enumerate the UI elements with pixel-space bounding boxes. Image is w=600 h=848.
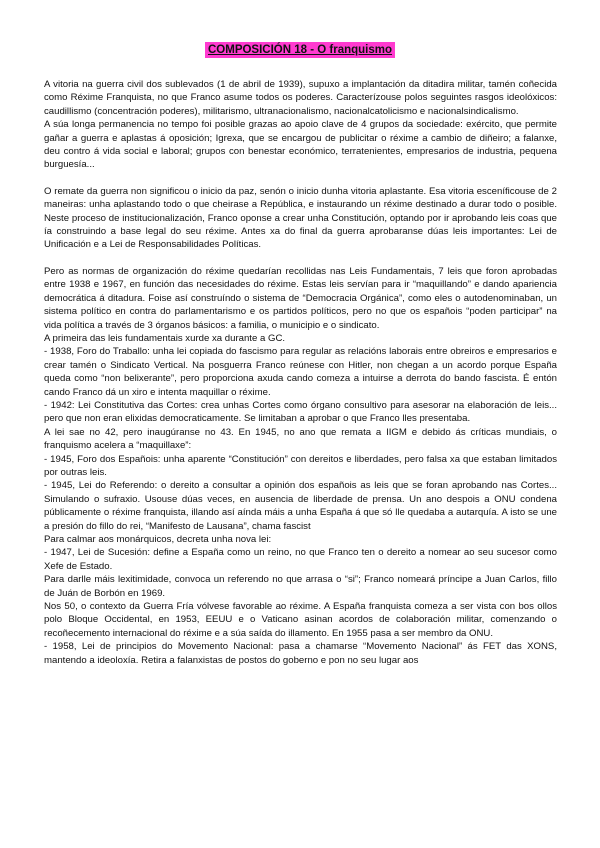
- paragraph-fundamental-laws: Pero as normas de organización do réxime quedarían recollidas nas Leis Fundamentais, 7 leis que foron aprobadas entre 1938 e 1967, en función das necesidades do réxime. Estas leis servían para ir “maquillando” e dando apariencia democrática á ditadura. Foise así construíndo o sistema de “Democracia Orgánica”, como eles o autodenominaban, un sistema político en contra do parlamentarismo e os partidos políticos, pero no que os españois “poden participar” na vida política a través de 3 órganos básicos: a familia, o municipio e o sindicato.: [44, 265, 557, 331]
- paragraph-1958-movemento: - 1958, Lei de principios do Movemento Nacional: pasa a chamarse “Movemento Nacional” ás FET das XONS, mantendo a ideoloxía. Retira a falanxistas de postos do goberno e pon no seu lugar aos: [44, 641, 557, 666]
- paragraph-guerra-fria: Nos 50, o contexto da Guerra Fría vólvese favorable ao réxime. A España franquista comeza a ser vista con bos ollos polo Bloque Occidental, en 1953, EEUU e o Vaticano asinan acordos de colaboración militar, comenzando o recoñecemento internacional do réxime e a súa saída do illamento. En 1955 pasa a ser membro da ONU.: [44, 601, 557, 639]
- paragraph-lexitimidade: Para darlle máis lexitimidade, convoca un referendo no que arrasa o “si”; Franco nomeará príncipe a Juan Carlos, fillo de Juán de Borbón en 1969.: [44, 574, 557, 599]
- document-title: COMPOSICIÓN 18 - O franquismo: [205, 42, 395, 58]
- paragraph-intro: A vitoria na guerra civil dos sublevados (1 de abril de 1939), supuxo a implantación da ditadira militar, tamén coñecida como Réxime Franquista, no que Franco asume todos os poderes. Caracterízouse polos seguintes rasgos ideolóxicos: caudillismo (concentración poderes), militarismo, ultranacionalismo, nacionalcatolicismo e nacionalsindicalismo.: [44, 79, 557, 117]
- document-body: [44, 78, 557, 667]
- paragraph-1945-foro-espanois: - 1945, Foro dos Españois: unha aparente “Constitución” con dereitos e liberdades, pero falsa xa que estaban limitados por outras leis.: [44, 453, 557, 478]
- paragraph-first-law-intro: A primeira das leis fundamentais xurde xa durante a GC.: [44, 332, 286, 344]
- paragraph-monarquicos: Para calmar aos monárquicos, decreta unha nova lei:: [44, 534, 272, 545]
- title-container: [0, 40, 600, 58]
- paragraph-1942-cortes: - 1942: Lei Constitutiva das Cortes: crea unhas Cortes como órgano consultivo para asesorar na elaboración de leis... pero que non eran elixidas democraticamente. Se limitaban a aprobar o que Franco lles presentaba.: [44, 399, 557, 425]
- paragraph-1938-foro-traballo: - 1938, Foro do Traballo: unha lei copiada do fascismo para regular as relacións laborais entre obreiros e empresarios e crear tamén o Sindicato Vertical. Na posguerra Franco reúnese con Hitler, non chegan a un acordo porque España queda como “non belixerante”, pero proporciona axuda cando comeza a intuirse a derrota do bando fascista. É entón cando Franco dá un xiro e intenta maquillar o réxime.: [44, 346, 557, 398]
- paragraph-1945-referendo: - 1945, Lei do Referendo: o dereito a consultar a opinión dos españois as leis que se foran aprobando nas Cortes... Simulando o sufraxio. Usouse dúas veces, en ausencia de liberdade de prensa. Un ano despois a ONU condena públicamente o réxime franquista, illando así aínda máis a unha España á que só lle quedaba a autarquía. A isto se une a presión do fillo do rei, “Manifesto de Lausana”, chama fascist: [44, 480, 557, 532]
- paragraph-1947-sucesion: - 1947, Lei de Sucesión: define a España como un reino, no que Franco ten o dereito a nomear ao seu sucesor como Xefe de Estado.: [44, 547, 557, 572]
- paragraph-end-of-war: O remate da guerra non significou o inicio da paz, senón o inicio dunha vitoria aplastante. Esa vitoria esceníficouse de 2 maneiras: unha aplastando todo o que cheirase a República, e instaurando un réxime destinado a durar todo o posible. Neste proceso de institucionalización, Franco oponse a crear unha Constitución, optando por ir aprobando leis coas que ía construindo a base legal do seu réxime. Antes xa do final da guerra aprobaranse dúas leis importantes: Lei de Unificación e a Lei de Responsabilidades Políticas.: [44, 185, 557, 251]
- paragraph-support-groups: A súa longa permanencia no tempo foi posible grazas ao apoio clave de 4 grupos da sociedade: exército, que permite gañar a guerra e aplastas á oposición; Igrexa, que se encargou de publicitar o réxime a cambio de diñeiro; a falanxe, deu contro á vida social e laboral; grupos con benestar económico, terratenientes, empresarios de industria, pequena burguesía...: [44, 119, 557, 171]
- paragraph-1943-maquillaxe: A lei sae no 42, pero inaugúranse no 43. En 1945, no ano que remata a IIGM e debido ás críticas mundiais, o franquismo acelera a “maquillaxe”:: [44, 426, 557, 452]
